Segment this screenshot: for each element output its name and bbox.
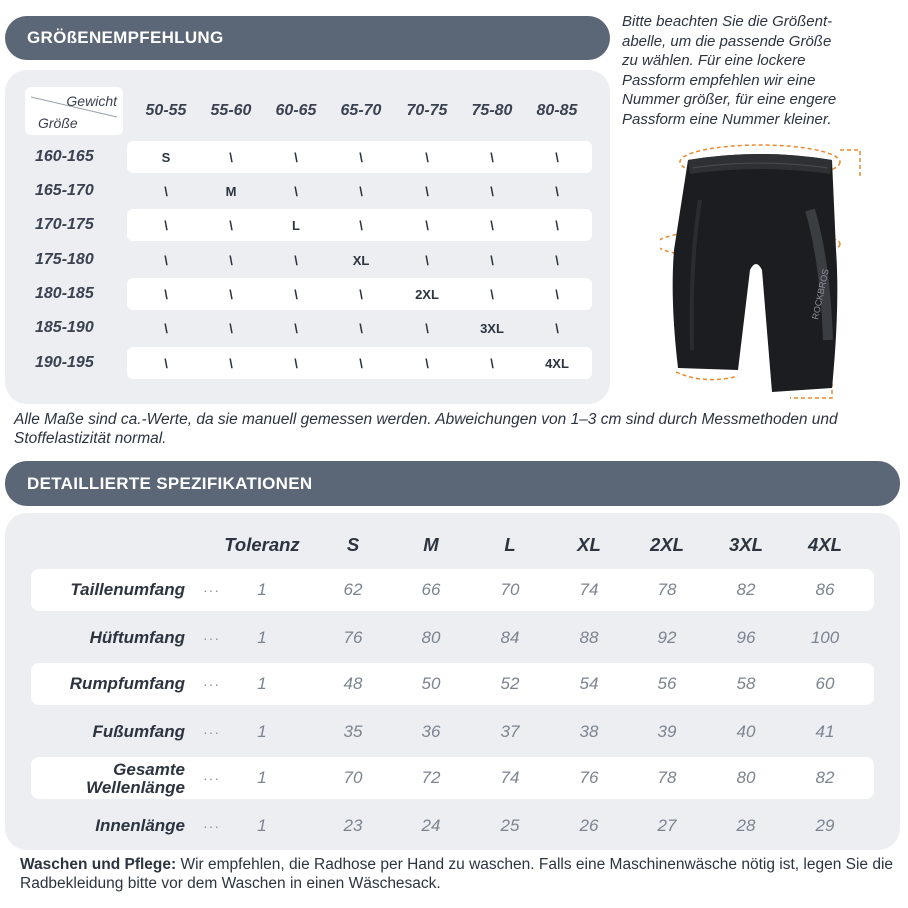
spec-value-cell: 29	[815, 816, 835, 835]
spec-value-cell: 84	[500, 628, 520, 647]
weight-column-header: 80-85	[536, 102, 578, 119]
spec-value-cell: 27	[657, 816, 677, 835]
weight-column-header: 55-60	[210, 102, 252, 119]
cycling-shorts-image	[660, 140, 865, 405]
ellipsis-icon: ···	[203, 724, 220, 740]
brand-logo-text: ROCKBROS	[810, 267, 831, 321]
spec-row-label	[35, 761, 185, 797]
ellipsis-icon: ···	[203, 676, 220, 692]
ellipsis-icon: ···	[203, 630, 220, 646]
empty-size-cell: \	[425, 150, 429, 165]
tolerance-value: 1	[257, 580, 267, 599]
tolerance-value: 1	[257, 722, 267, 741]
empty-size-cell: \	[229, 287, 233, 302]
spec-value-cell: 88	[579, 628, 599, 647]
tolerance-value: 1	[257, 816, 267, 835]
empty-size-cell: \	[229, 356, 233, 371]
size-cell: 3XL	[480, 321, 504, 336]
spec-value-cell: 60	[815, 674, 835, 693]
weight-column-header: 60-65	[275, 102, 317, 119]
empty-size-cell: \	[164, 184, 168, 199]
spec-value-cell: 35	[343, 722, 363, 741]
size-axis-label: Größe	[38, 115, 78, 131]
spec-value-cell: 96	[736, 628, 756, 647]
spec-row-label-line: Gesamte	[113, 760, 185, 779]
empty-size-cell: \	[359, 287, 363, 302]
empty-size-cell: \	[425, 253, 429, 268]
spec-value-cell: 50	[421, 674, 441, 693]
weight-axis-label: Gewicht	[66, 93, 117, 109]
spec-value-cell: 38	[579, 722, 599, 741]
size-recommendation-title: GRÖßENEMPFEHLUNG	[27, 28, 224, 47]
spec-value-cell: 80	[421, 628, 441, 647]
spec-value-cell: 54	[579, 674, 599, 693]
weight-column-header: 75-80	[471, 102, 513, 119]
empty-size-cell: \	[229, 150, 233, 165]
height-row-label: 185-190	[35, 319, 94, 336]
size-cell: 2XL	[415, 287, 439, 302]
height-row-label: 175-180	[35, 251, 94, 268]
spec-value-cell: 23	[343, 816, 363, 835]
empty-size-cell: \	[359, 150, 363, 165]
tolerance-value: 1	[257, 628, 267, 647]
empty-size-cell: \	[164, 218, 168, 233]
empty-size-cell: \	[555, 150, 559, 165]
spec-value-cell: 70	[343, 768, 363, 787]
spec-row-label: Hüftumfang	[89, 628, 185, 647]
empty-size-cell: \	[229, 321, 233, 336]
empty-size-cell: \	[490, 218, 494, 233]
spec-row-label-line: Wellenlänge	[86, 778, 185, 797]
size-column-header: XL	[577, 534, 601, 555]
empty-size-cell: \	[294, 150, 298, 165]
spec-value-cell: 40	[736, 722, 756, 741]
empty-size-cell: \	[359, 218, 363, 233]
empty-size-cell: \	[490, 287, 494, 302]
spec-value-cell: 37	[500, 722, 520, 741]
spec-value-cell: 72	[421, 768, 441, 787]
spec-value-cell: 36	[421, 722, 441, 741]
empty-size-cell: \	[294, 287, 298, 302]
empty-size-cell: \	[425, 184, 429, 199]
height-row-label: 190-195	[35, 354, 94, 371]
height-row-label: 170-175	[35, 216, 94, 233]
height-row-label: 180-185	[35, 285, 94, 302]
size-column-header: M	[423, 534, 439, 555]
empty-size-cell: \	[294, 321, 298, 336]
spec-value-cell: 74	[579, 580, 599, 599]
care-instructions	[20, 856, 900, 893]
height-row-label: 165-170	[35, 182, 94, 199]
ellipsis-icon: ···	[203, 818, 220, 834]
spec-value-cell: 86	[815, 580, 835, 599]
care-text: Wir empfehlen, die Radhose per Hand zu waschen. Falls eine Maschinenwäsche nötig ist, legen Sie die Radbekleidung bitte vor dem Waschen in einen Wäschesack.	[20, 856, 894, 892]
size-cell: L	[292, 218, 300, 233]
spec-value-cell: 74	[500, 768, 520, 787]
spec-value-cell: 76	[579, 768, 599, 787]
spec-value-cell: 80	[736, 768, 756, 787]
empty-size-cell: \	[164, 253, 168, 268]
spec-value-cell: 78	[657, 768, 677, 787]
tolerance-value: 1	[257, 674, 267, 693]
empty-size-cell: \	[294, 356, 298, 371]
tolerance-value: 1	[257, 768, 267, 787]
weight-column-header: 70-75	[406, 102, 448, 119]
size-cell: S	[161, 150, 171, 165]
empty-size-cell: \	[294, 253, 298, 268]
spec-row-label: Fußumfang	[92, 722, 185, 741]
fit-note-line: abelle, um die passende Größe	[622, 32, 832, 50]
empty-size-cell: \	[555, 253, 559, 268]
size-cell: XL	[352, 253, 370, 268]
size-column-header: L	[504, 534, 516, 555]
empty-size-cell: \	[164, 321, 168, 336]
size-column-header: 3XL	[729, 534, 763, 555]
spec-value-cell: 25	[500, 816, 520, 835]
spec-value-cell: 62	[343, 580, 363, 599]
spec-row-label: Rumpfumfang	[69, 674, 185, 693]
spec-value-cell: 48	[343, 674, 363, 693]
fit-note-line: Passform eine Nummer kleiner.	[622, 110, 832, 128]
care-label: Waschen und Pflege:	[20, 856, 177, 873]
tolerance-column-header: Toleranz	[224, 534, 300, 555]
measurement-disclaimer: Alle Maße sind ca.-Werte, da sie manuell gemessen werden. Abweichungen von 1–3 cm sind durch Messmethoden und Stoffelastizität normal.	[14, 411, 838, 447]
fit-note-line: Passform empfehlen wir eine	[622, 71, 816, 89]
detailed-specs-title: DETAILLIERTE SPEZIFIKATIONEN	[27, 473, 313, 493]
spec-value-cell: 39	[657, 722, 677, 741]
ellipsis-icon: ···	[203, 770, 220, 786]
spec-value-cell: 82	[815, 768, 835, 787]
size-chart-corner-cell	[25, 87, 123, 135]
weight-column-header: 65-70	[340, 102, 382, 119]
size-cell: 4XL	[545, 356, 569, 371]
empty-size-cell: \	[359, 184, 363, 199]
empty-size-cell: \	[425, 356, 429, 371]
spec-value-cell: 76	[343, 628, 363, 647]
empty-size-cell: \	[555, 184, 559, 199]
spec-row-label: Innenlänge	[95, 816, 185, 835]
empty-size-cell: \	[164, 356, 168, 371]
height-row-label: 160-165	[35, 148, 94, 165]
spec-value-cell: 92	[657, 628, 677, 647]
size-column-header: 4XL	[808, 534, 842, 555]
empty-size-cell: \	[425, 321, 429, 336]
empty-size-cell: \	[555, 287, 559, 302]
empty-size-cell: \	[294, 184, 298, 199]
spec-value-cell: 78	[657, 580, 677, 599]
empty-size-cell: \	[555, 321, 559, 336]
empty-size-cell: \	[490, 184, 494, 199]
ellipsis-icon: ···	[203, 582, 220, 598]
spec-row-label: Taillenumfang	[70, 580, 185, 599]
size-cell: M	[225, 184, 237, 199]
fit-note-line: Nummer größer, für eine engere	[622, 91, 837, 108]
spec-value-cell: 24	[421, 816, 441, 835]
spec-value-cell: 26	[579, 816, 599, 835]
empty-size-cell: \	[229, 253, 233, 268]
empty-size-cell: \	[555, 218, 559, 233]
weight-column-header: 50-55	[145, 102, 187, 119]
spec-value-cell: 82	[736, 580, 756, 599]
empty-size-cell: \	[490, 356, 494, 371]
size-column-header: 2XL	[650, 534, 684, 555]
empty-size-cell: \	[425, 218, 429, 233]
empty-size-cell: \	[229, 218, 233, 233]
detailed-specs-banner	[5, 461, 900, 506]
fit-note-line: Bitte beachten Sie die Größent-	[622, 13, 833, 30]
fit-note	[622, 12, 902, 129]
spec-value-cell: 56	[657, 674, 677, 693]
size-column-header: S	[346, 534, 360, 555]
empty-size-cell: \	[490, 150, 494, 165]
empty-size-cell: \	[490, 253, 494, 268]
empty-size-cell: \	[164, 287, 168, 302]
spec-value-cell: 41	[815, 722, 835, 741]
spec-value-cell: 70	[500, 580, 520, 599]
fit-note-line: zu wählen. Für eine lockere	[622, 52, 806, 69]
spec-value-cell: 52	[500, 674, 520, 693]
spec-value-cell: 100	[810, 628, 840, 647]
size-recommendation-banner	[5, 16, 610, 60]
spec-value-cell: 28	[736, 816, 756, 835]
spec-value-cell: 66	[421, 580, 441, 599]
spec-value-cell: 58	[736, 674, 756, 693]
empty-size-cell: \	[359, 356, 363, 371]
empty-size-cell: \	[359, 321, 363, 336]
